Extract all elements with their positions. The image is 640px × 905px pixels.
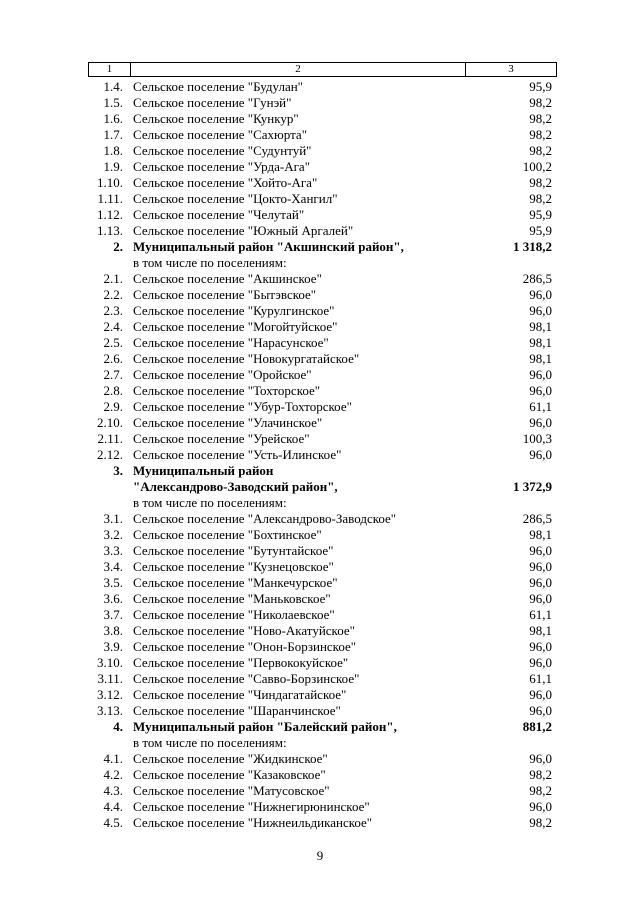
row-number: 4.3. — [103, 783, 123, 798]
row-value: 96,0 — [529, 559, 552, 574]
row-label: Сельское поселение "Улачинское" — [133, 415, 323, 430]
row-label: Сельское поселение "Бохтинское" — [133, 527, 322, 542]
row-label: Сельское поселение "Урда-Ага" — [133, 159, 310, 174]
row-number: 3.4. — [103, 559, 123, 574]
table-row — [88, 447, 557, 463]
row-number: 3.9. — [103, 639, 123, 654]
row-value: 61,1 — [529, 399, 552, 414]
row-number: 3.3. — [103, 543, 123, 558]
row-number: 2.4. — [103, 319, 123, 334]
row-number: 3.7. — [103, 607, 123, 622]
table-row — [88, 671, 557, 687]
row-value: 96,0 — [529, 415, 552, 430]
row-value: 96,0 — [529, 639, 552, 654]
row-number: 3.10. — [97, 655, 123, 670]
row-number: 1.7. — [103, 127, 123, 142]
table-row — [88, 783, 557, 799]
row-value: 98,2 — [529, 783, 552, 798]
row-label: Сельское поселение "Бытэвское" — [133, 287, 317, 302]
table-row — [88, 271, 557, 287]
table-row — [88, 175, 557, 191]
table-row — [88, 495, 557, 511]
table-row — [88, 383, 557, 399]
row-label: Сельское поселение "Гунэй" — [133, 95, 292, 110]
row-value: 286,5 — [522, 511, 552, 526]
row-value: 98,2 — [529, 95, 552, 110]
row-value: 96,0 — [529, 751, 552, 766]
table-row — [88, 655, 557, 671]
row-label: Сельское поселение "Николаевское" — [133, 607, 335, 622]
row-label: Сельское поселение "Маньковское" — [133, 591, 331, 606]
table-row — [88, 751, 557, 767]
table-row — [88, 559, 557, 575]
row-label: в том числе по поселениям: — [133, 735, 287, 750]
row-label: Сельское поселение "Усть-Илинское" — [133, 447, 342, 462]
page-number: 9 — [316, 848, 324, 863]
row-label: Сельское поселение "Судунтуй" — [133, 143, 312, 158]
row-value: 1 318,2 — [513, 239, 552, 254]
row-value — [465, 255, 557, 271]
row-number: 1.5. — [103, 95, 123, 110]
row-number: 4.4. — [103, 799, 123, 814]
table-row — [88, 431, 557, 447]
row-value: 1 372,9 — [513, 479, 552, 494]
row-number — [88, 479, 130, 495]
row-number: 4.5. — [103, 815, 123, 830]
row-label: в том числе по поселениям: — [133, 495, 287, 510]
row-number: 1.9. — [103, 159, 123, 174]
row-value: 98,2 — [529, 767, 552, 782]
row-label: Сельское поселение "Убур-Тохторское" — [133, 399, 352, 414]
row-number: 3.5. — [103, 575, 123, 590]
row-number: 1.11. — [97, 191, 123, 206]
row-label: Сельское поселение "Сахюрта" — [133, 127, 307, 142]
row-label: Сельское поселение "Ново-Акатуйское" — [133, 623, 355, 638]
row-label: Сельское поселение "Чиндагатайское" — [133, 687, 347, 702]
table-row — [88, 687, 557, 703]
row-value — [465, 495, 557, 511]
row-label: Сельское поселение "Савво-Борзинское" — [133, 671, 360, 686]
row-value: 98,2 — [529, 127, 552, 142]
row-value: 96,0 — [529, 703, 552, 718]
table-row — [88, 527, 557, 543]
row-value: 96,0 — [529, 543, 552, 558]
table-row — [88, 735, 557, 751]
row-value: 96,0 — [529, 655, 552, 670]
row-number: 2.6. — [103, 351, 123, 366]
row-number: 3.8. — [103, 623, 123, 638]
row-label: Сельское поселение "Будулан" — [133, 79, 303, 94]
table-row — [88, 575, 557, 591]
row-value: 96,0 — [529, 287, 552, 302]
row-value: 95,9 — [529, 207, 552, 222]
row-number: 3.2. — [103, 527, 123, 542]
table-row — [88, 207, 557, 223]
row-label: Сельское поселение "Оройское" — [133, 367, 312, 382]
row-number: 2.2. — [103, 287, 123, 302]
row-label: Сельское поселение "Шаранчинское" — [133, 703, 341, 718]
row-label: Сельское поселение "Первококуйское" — [133, 655, 349, 670]
table-row — [88, 623, 557, 639]
row-value: 98,2 — [529, 191, 552, 206]
row-label: Муниципальный район "Балейский район", — [133, 719, 397, 734]
table-row — [88, 127, 557, 143]
row-value: 96,0 — [529, 591, 552, 606]
row-number: 3.11. — [97, 671, 123, 686]
table-row — [88, 767, 557, 783]
row-number: 1.8. — [103, 143, 123, 158]
row-number: 2.3. — [103, 303, 123, 318]
row-label: Сельское поселение "Курулгинское" — [133, 303, 335, 318]
row-value: 100,3 — [522, 431, 552, 446]
row-label: Сельское поселение "Казаковское" — [133, 767, 326, 782]
table-row — [88, 815, 557, 831]
table-row — [88, 255, 557, 271]
row-number: 4. — [113, 719, 123, 734]
table-row — [88, 79, 557, 95]
table-row — [88, 415, 557, 431]
table-row — [88, 239, 557, 255]
row-label: Сельское поселение "Урейское" — [133, 431, 310, 446]
header-cell-2: 2 — [130, 63, 465, 76]
row-label: "Александрово-Заводский район", — [133, 479, 338, 494]
row-value: 881,2 — [522, 719, 552, 734]
table-row — [88, 607, 557, 623]
row-value: 96,0 — [529, 367, 552, 382]
row-value: 98,2 — [529, 111, 552, 126]
row-number — [88, 255, 130, 271]
row-label: Сельское поселение "Новокургатайское" — [133, 351, 360, 366]
row-label: Муниципальный район "Акшинский район", — [133, 239, 404, 254]
table-row — [88, 191, 557, 207]
row-label: Сельское поселение "Александрово-Заводское" — [133, 511, 397, 526]
row-value: 98,1 — [529, 351, 552, 366]
table-row — [88, 319, 557, 335]
row-number: 1.6. — [103, 111, 123, 126]
row-label: Сельское поселение "Кузнецовское" — [133, 559, 334, 574]
row-value: 98,1 — [529, 527, 552, 542]
table-body — [88, 77, 557, 831]
row-value: 96,0 — [529, 303, 552, 318]
row-label: Сельское поселение "Кункур" — [133, 111, 299, 126]
row-number: 2.12. — [97, 447, 123, 462]
row-label: Сельское поселение "Акшинское" — [133, 271, 322, 286]
table-row — [88, 703, 557, 719]
row-number: 2.7. — [103, 367, 123, 382]
row-label: Сельское поселение "Тохторское" — [133, 383, 321, 398]
table-row — [88, 399, 557, 415]
row-number: 1.12. — [97, 207, 123, 222]
row-number — [88, 495, 130, 511]
header-cell-3: 3 — [465, 63, 557, 76]
row-value: 286,5 — [522, 271, 552, 286]
table-row — [88, 287, 557, 303]
row-value — [465, 463, 557, 479]
row-number: 3.6. — [103, 591, 123, 606]
row-number: 1.10. — [97, 175, 123, 190]
table-row — [88, 351, 557, 367]
row-value: 95,9 — [529, 79, 552, 94]
row-label: Сельское поселение "Нижнегирюнинское" — [133, 799, 370, 814]
row-number: 2.10. — [97, 415, 123, 430]
table-row — [88, 591, 557, 607]
row-value: 98,2 — [529, 143, 552, 158]
row-value — [465, 735, 557, 751]
table-row — [88, 111, 557, 127]
row-number — [88, 735, 130, 751]
row-value: 96,0 — [529, 447, 552, 462]
row-label: Сельское поселение "Цокто-Хангил" — [133, 191, 338, 206]
row-label: Сельское поселение "Могойтуйское" — [133, 319, 338, 334]
row-label: Сельское поселение "Манкечурское" — [133, 575, 338, 590]
row-number: 2.1. — [103, 271, 123, 286]
row-number: 1.13. — [97, 223, 123, 238]
table-row — [88, 303, 557, 319]
row-label: Сельское поселение "Южный Аргалей" — [133, 223, 354, 238]
row-number: 2.8. — [103, 383, 123, 398]
row-value: 98,2 — [529, 175, 552, 190]
row-label: Сельское поселение "Онон-Борзинское" — [133, 639, 357, 654]
row-number: 4.1. — [103, 751, 123, 766]
row-label: Сельское поселение "Матусовское" — [133, 783, 330, 798]
row-value: 98,1 — [529, 623, 552, 638]
row-label: Сельское поселение "Челутай" — [133, 207, 305, 222]
row-value: 95,9 — [529, 223, 552, 238]
row-value: 98,1 — [529, 335, 552, 350]
row-label: в том числе по поселениям: — [133, 255, 287, 270]
table-row — [88, 159, 557, 175]
row-value: 61,1 — [529, 671, 552, 686]
row-value: 96,0 — [529, 383, 552, 398]
table-row — [88, 639, 557, 655]
header-cell-1: 1 — [88, 63, 130, 76]
row-label: Сельское поселение "Нарасунское" — [133, 335, 329, 350]
row-value: 96,0 — [529, 799, 552, 814]
row-label: Сельское поселение "Хойто-Ага" — [133, 175, 318, 190]
settlements-table — [88, 62, 557, 831]
table-row — [88, 543, 557, 559]
row-number: 2.11. — [97, 431, 123, 446]
row-value: 100,2 — [522, 159, 552, 174]
row-value: 98,1 — [529, 319, 552, 334]
row-label: Муниципальный район — [133, 463, 274, 478]
table-row — [88, 335, 557, 351]
table-row — [88, 223, 557, 239]
row-value: 98,2 — [529, 815, 552, 830]
table-row — [88, 367, 557, 383]
table-header — [88, 62, 557, 77]
row-number: 3.13. — [97, 703, 123, 718]
table-row — [88, 95, 557, 111]
row-number: 2.9. — [103, 399, 123, 414]
row-number: 3.12. — [97, 687, 123, 702]
row-label: Сельское поселение "Жидкинское" — [133, 751, 328, 766]
row-value: 96,0 — [529, 575, 552, 590]
row-label: Сельское поселение "Нижнеильдиканское" — [133, 815, 373, 830]
row-number: 2.5. — [103, 335, 123, 350]
table-row — [88, 463, 557, 479]
row-value: 61,1 — [529, 607, 552, 622]
table-row — [88, 799, 557, 815]
row-number: 4.2. — [103, 767, 123, 782]
row-number: 3.1. — [103, 511, 123, 526]
table-row — [88, 479, 557, 495]
table-row — [88, 511, 557, 527]
table-row — [88, 143, 557, 159]
row-number: 3. — [113, 463, 123, 478]
table-row — [88, 719, 557, 735]
row-number: 1.4. — [103, 79, 123, 94]
row-number: 2. — [113, 239, 123, 254]
row-value: 96,0 — [529, 687, 552, 702]
row-label: Сельское поселение "Бутунтайское" — [133, 543, 334, 558]
